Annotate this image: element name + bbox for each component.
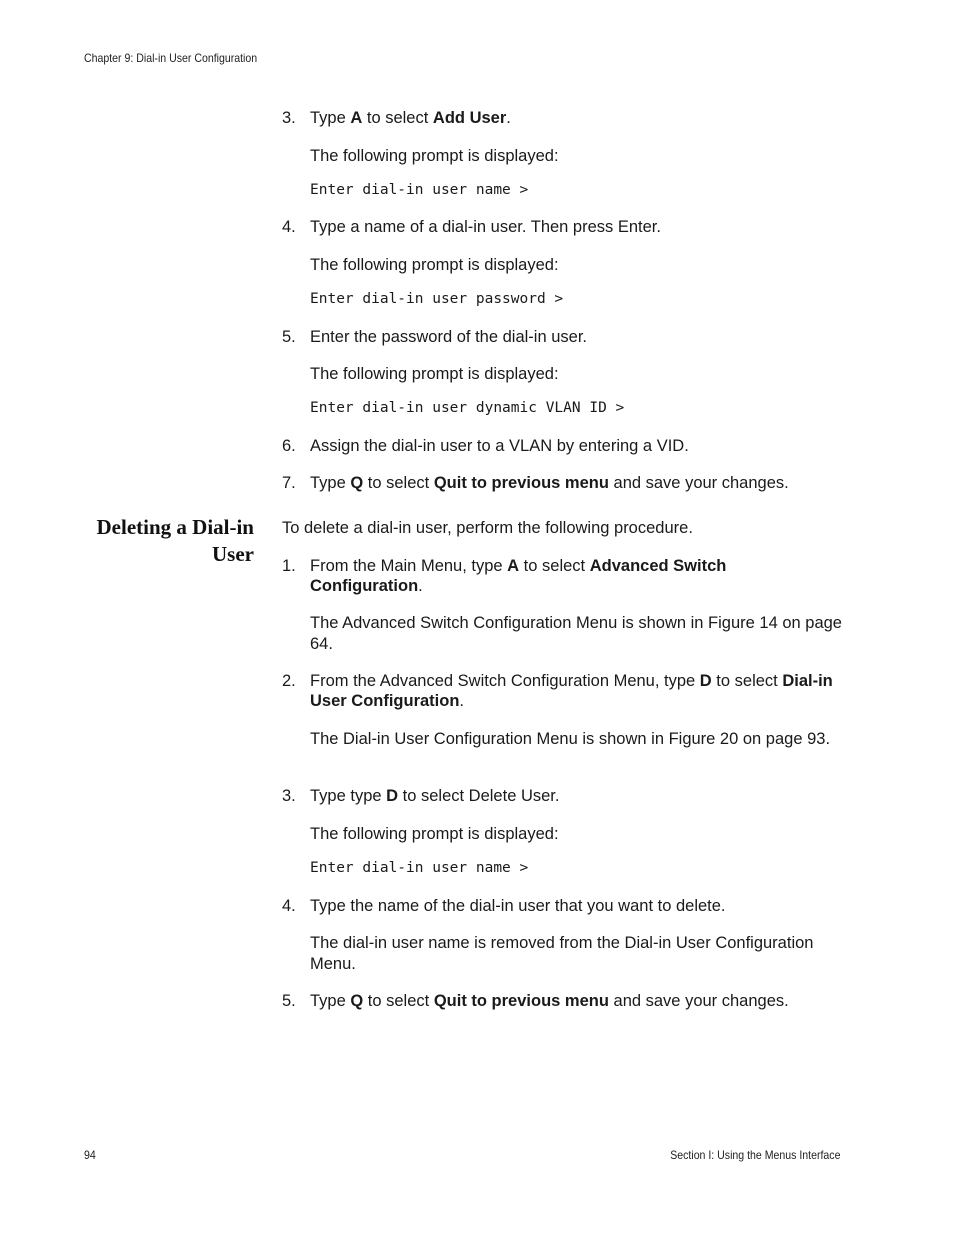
step-note: The Advanced Switch Configuration Menu is shown in Figure 14 on page 64. <box>310 614 842 653</box>
step-number: 5. <box>282 992 296 1010</box>
text-run: to select <box>362 109 433 127</box>
text-run: . <box>459 692 465 710</box>
step-text <box>310 108 842 128</box>
code-prompt: Enter dial-in user name > <box>310 860 529 876</box>
menu-option: Quit to previous menu <box>433 474 609 492</box>
step-note: The Dial-in User Configuration Menu is shown in Figure 20 on page 93. <box>310 730 831 748</box>
step-number: 6. <box>282 437 296 455</box>
prompt-note: The following prompt is displayed: <box>310 825 559 843</box>
step-text <box>310 556 842 596</box>
step-number: 1. <box>282 557 296 575</box>
menu-option: Advanced Switch Configuration <box>310 557 727 595</box>
text-run: to select <box>363 474 434 492</box>
text-run: From the Main Menu, type <box>310 557 508 575</box>
prompt-note: The following prompt is displayed: <box>310 147 559 165</box>
step-text <box>310 786 842 806</box>
menu-option: Add User <box>432 109 507 127</box>
heading-line: Deleting a Dial-in <box>96 515 254 539</box>
text-run: Type <box>310 474 351 492</box>
section-heading <box>60 514 254 568</box>
code-prompt: Enter dial-in user name > <box>310 182 529 198</box>
text-run: . <box>418 577 423 595</box>
key-letter: A <box>507 557 520 575</box>
step-number: 2. <box>282 672 296 690</box>
menu-option: Quit to previous menu <box>433 992 609 1010</box>
key-letter: Q <box>350 992 364 1010</box>
text-run: Type <box>310 992 351 1010</box>
step-number: 4. <box>282 897 296 915</box>
code-prompt: Enter dial-in user dynamic VLAN ID > <box>310 400 625 416</box>
step-number: 5. <box>282 328 296 346</box>
key-letter: Q <box>350 474 364 492</box>
text-run: From the Advanced Switch Configuration Menu, type <box>310 672 700 690</box>
running-footer: Section I: Using the Menus Interface <box>669 1148 840 1162</box>
text-run: to select Delete User. <box>398 787 560 805</box>
key-letter: A <box>350 109 363 127</box>
running-header: Chapter 9: Dial-in User Configuration <box>84 51 258 65</box>
step-text: Type the name of the dial-in user that you want to delete. <box>310 897 726 915</box>
step-text: Type a name of a dial-in user. Then press Enter. <box>310 218 661 236</box>
page-number: 94 <box>84 1148 96 1162</box>
step-number: 3. <box>282 787 296 805</box>
text-run: Type <box>310 109 351 127</box>
text-run: and save your changes. <box>608 474 789 492</box>
text-run: to select <box>711 672 783 690</box>
step-text: Enter the password of the dial-in user. <box>310 328 587 346</box>
text-run: and save your changes. <box>608 992 789 1010</box>
heading-line: User <box>212 542 254 566</box>
prompt-note: The following prompt is displayed: <box>310 256 559 274</box>
step-note: The dial-in user name is removed from the Dial-in User Configuration Menu. <box>310 934 814 973</box>
text-run: to select <box>519 557 590 575</box>
prompt-note: The following prompt is displayed: <box>310 365 559 383</box>
step-text <box>310 991 842 1011</box>
code-prompt: Enter dial-in user password > <box>310 291 564 307</box>
key-letter: D <box>386 787 399 805</box>
step-number: 4. <box>282 218 296 236</box>
menu-option: Dial-in User Configuration <box>310 672 833 710</box>
section-intro: To delete a dial-in user, perform the following procedure. <box>282 519 693 537</box>
step-number: 3. <box>282 109 296 127</box>
key-letter: D <box>699 672 712 690</box>
step-text: Assign the dial-in user to a VLAN by entering a VID. <box>310 437 689 455</box>
step-number: 7. <box>282 474 296 492</box>
step-text <box>310 671 842 711</box>
step-text <box>310 473 842 493</box>
text-run: to select <box>363 992 434 1010</box>
text-run: Type type <box>310 787 387 805</box>
text-run: . <box>506 109 511 127</box>
